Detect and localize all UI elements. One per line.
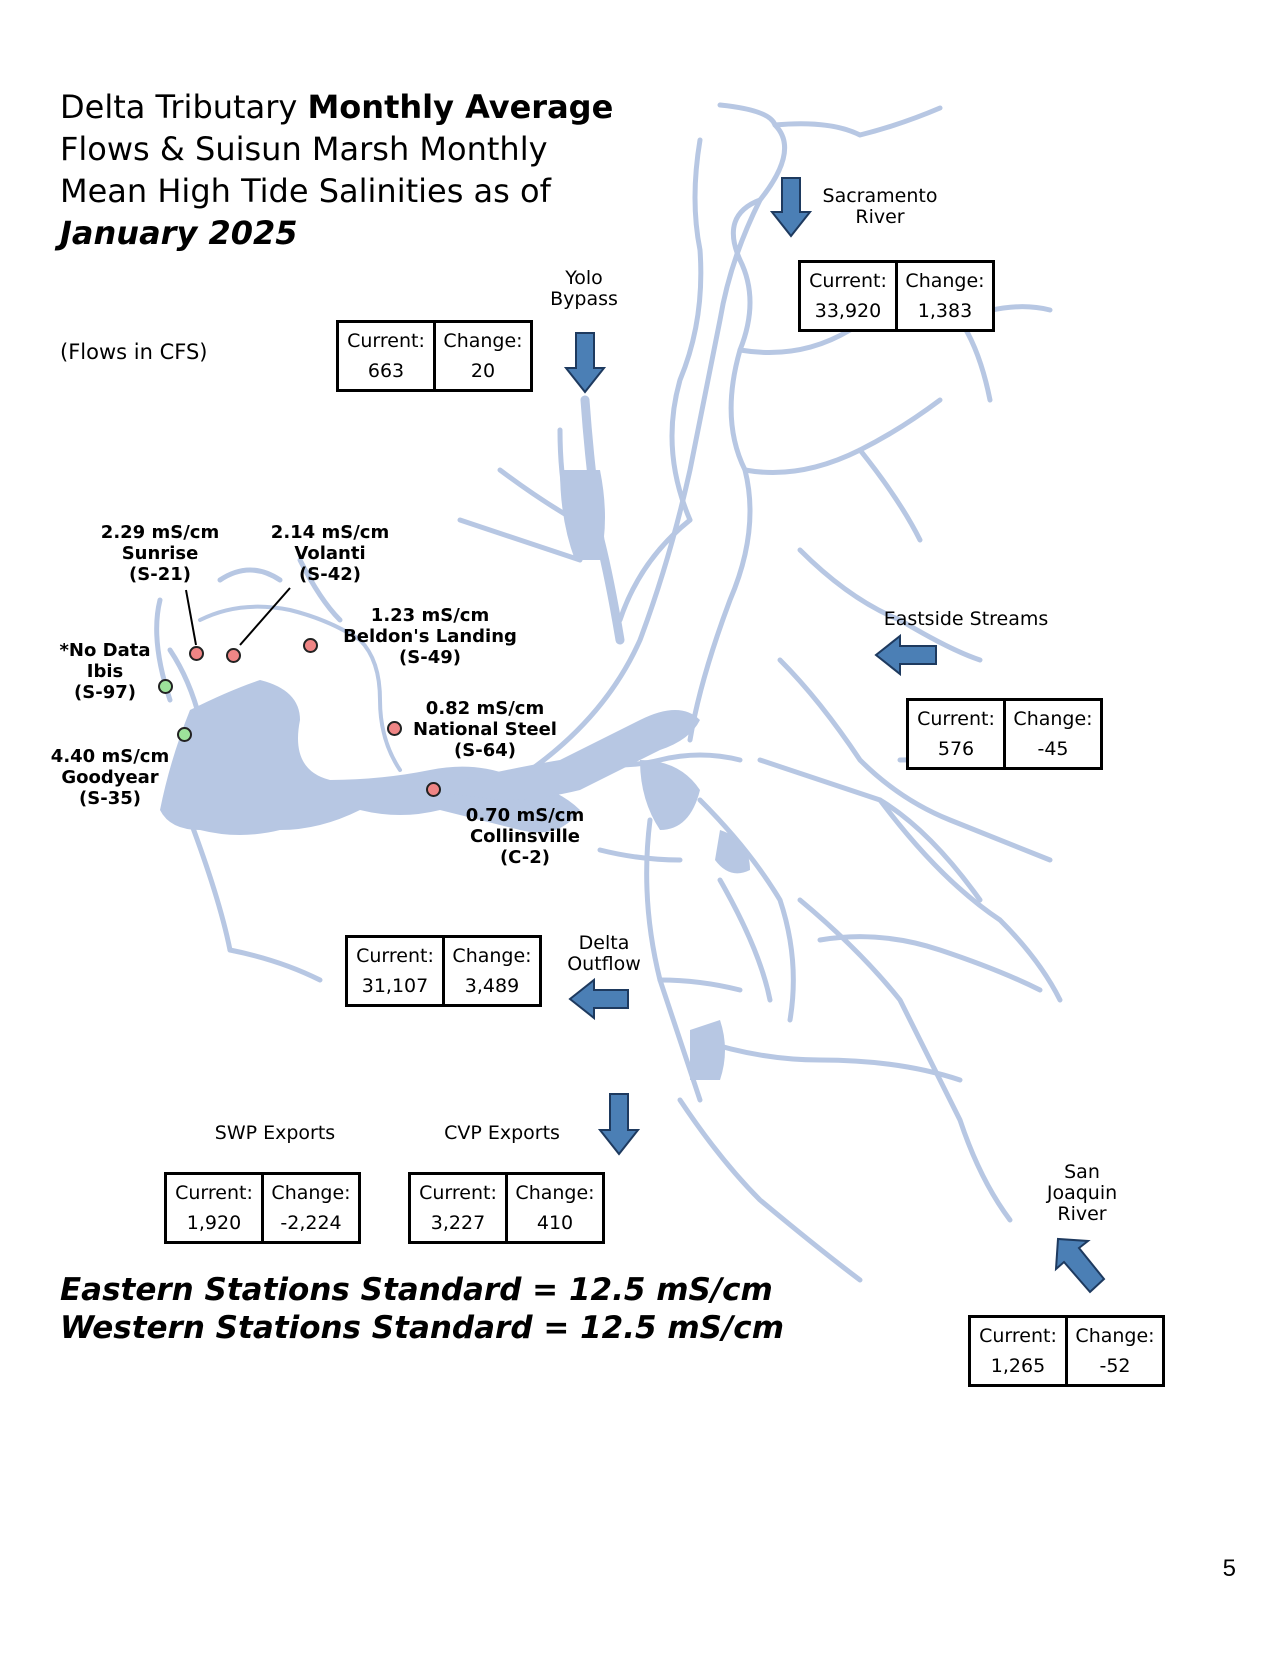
change-cell: Change: -2,224 (261, 1175, 358, 1241)
eastside-streams-label: Eastside Streams (883, 608, 1049, 630)
change-value: -52 (1099, 1354, 1131, 1377)
current-value: 33,920 (814, 299, 882, 322)
change-cell: Change: 410 (505, 1175, 602, 1241)
change-cell: Change: -52 (1065, 1318, 1162, 1384)
western-standard: Western Stations Standard = 12.5 mS/cm (60, 1310, 784, 1346)
collinsville-station-marker (426, 782, 441, 797)
volanti-station-marker (226, 648, 241, 663)
page-number: 5 (1222, 1555, 1236, 1582)
outflow-flow-box (345, 935, 542, 1007)
eastside-flow-box (906, 698, 1103, 770)
sunrise-station-label: 2.29 mS/cm Sunrise (S-21) (100, 522, 220, 585)
yolo-flow-box (336, 320, 533, 392)
change-cell: Change: 3,489 (442, 938, 539, 1004)
sacramento-river-label: Sacramento River (822, 185, 938, 228)
national-steel-station-label: 0.82 mS/cm National Steel (S-64) (413, 698, 557, 761)
current-cell: Current: 576 (917, 708, 995, 760)
current-value: 31,107 (361, 974, 429, 997)
title-line1-b: Monthly Average (307, 88, 614, 126)
change-value: -45 (1037, 737, 1069, 760)
sacramento-flow-box (798, 260, 995, 332)
change-cell: Change: -45 (1003, 701, 1100, 767)
change-cell: Change: 20 (433, 323, 530, 389)
goodyear-station-label: 4.40 mS/cm Goodyear (S-35) (50, 746, 170, 809)
yolo-bypass-label: Yolo Bypass (550, 267, 618, 310)
ibis-station-label: *No Data Ibis (S-97) (59, 640, 151, 703)
current-value: 576 (937, 737, 975, 760)
current-cell: Current: 1,920 (175, 1182, 253, 1234)
title-line2: Flows & Suisun Marsh Monthly (60, 130, 548, 168)
san-joaquin-river-label: San Joaquin River (1046, 1161, 1118, 1225)
change-value: 1,383 (917, 299, 973, 322)
current-value: 663 (367, 359, 405, 382)
current-value: 3,227 (430, 1211, 486, 1234)
sunrise-station-marker (189, 646, 204, 661)
current-cell: Current: 3,227 (419, 1182, 497, 1234)
sanjoaquin-flow-box (968, 1315, 1165, 1387)
national-steel-station-marker (387, 721, 402, 736)
cvp-flow-box (408, 1172, 605, 1244)
swp-flow-box (164, 1172, 361, 1244)
beldon-station-marker (303, 638, 318, 653)
current-cell: Current: 663 (347, 330, 425, 382)
current-cell: Current: 1,265 (979, 1325, 1057, 1377)
ibis-station-marker (158, 679, 173, 694)
current-value: 1,265 (990, 1354, 1046, 1377)
map-title (60, 86, 613, 254)
title-date: January 2025 (60, 214, 298, 252)
goodyear-station-marker (177, 727, 192, 742)
current-cell: Current: 33,920 (809, 270, 887, 322)
flows-units-note: (Flows in CFS) (60, 340, 208, 364)
current-value: 1,920 (186, 1211, 242, 1234)
change-value: 20 (470, 359, 496, 382)
beldon-station-label: 1.23 mS/cm Beldon's Landing (S-49) (343, 605, 517, 668)
swp-exports-label: SWP Exports (214, 1122, 336, 1144)
cvp-exports-label: CVP Exports (444, 1122, 560, 1144)
title-line1-a: Delta Tributary (60, 88, 308, 126)
change-value: 410 (536, 1211, 574, 1234)
change-value: -2,224 (280, 1211, 342, 1234)
volanti-station-label: 2.14 mS/cm Volanti (S-42) (270, 522, 390, 585)
delta-outflow-label: Delta Outflow (567, 932, 641, 975)
current-cell: Current: 31,107 (356, 945, 434, 997)
change-cell: Change: 1,383 (895, 263, 992, 329)
eastern-standard: Eastern Stations Standard = 12.5 mS/cm (60, 1272, 773, 1308)
title-line3: Mean High Tide Salinities as of (60, 172, 551, 210)
collinsville-station-label: 0.70 mS/cm Collinsville (C-2) (465, 805, 585, 868)
change-value: 3,489 (464, 974, 520, 997)
